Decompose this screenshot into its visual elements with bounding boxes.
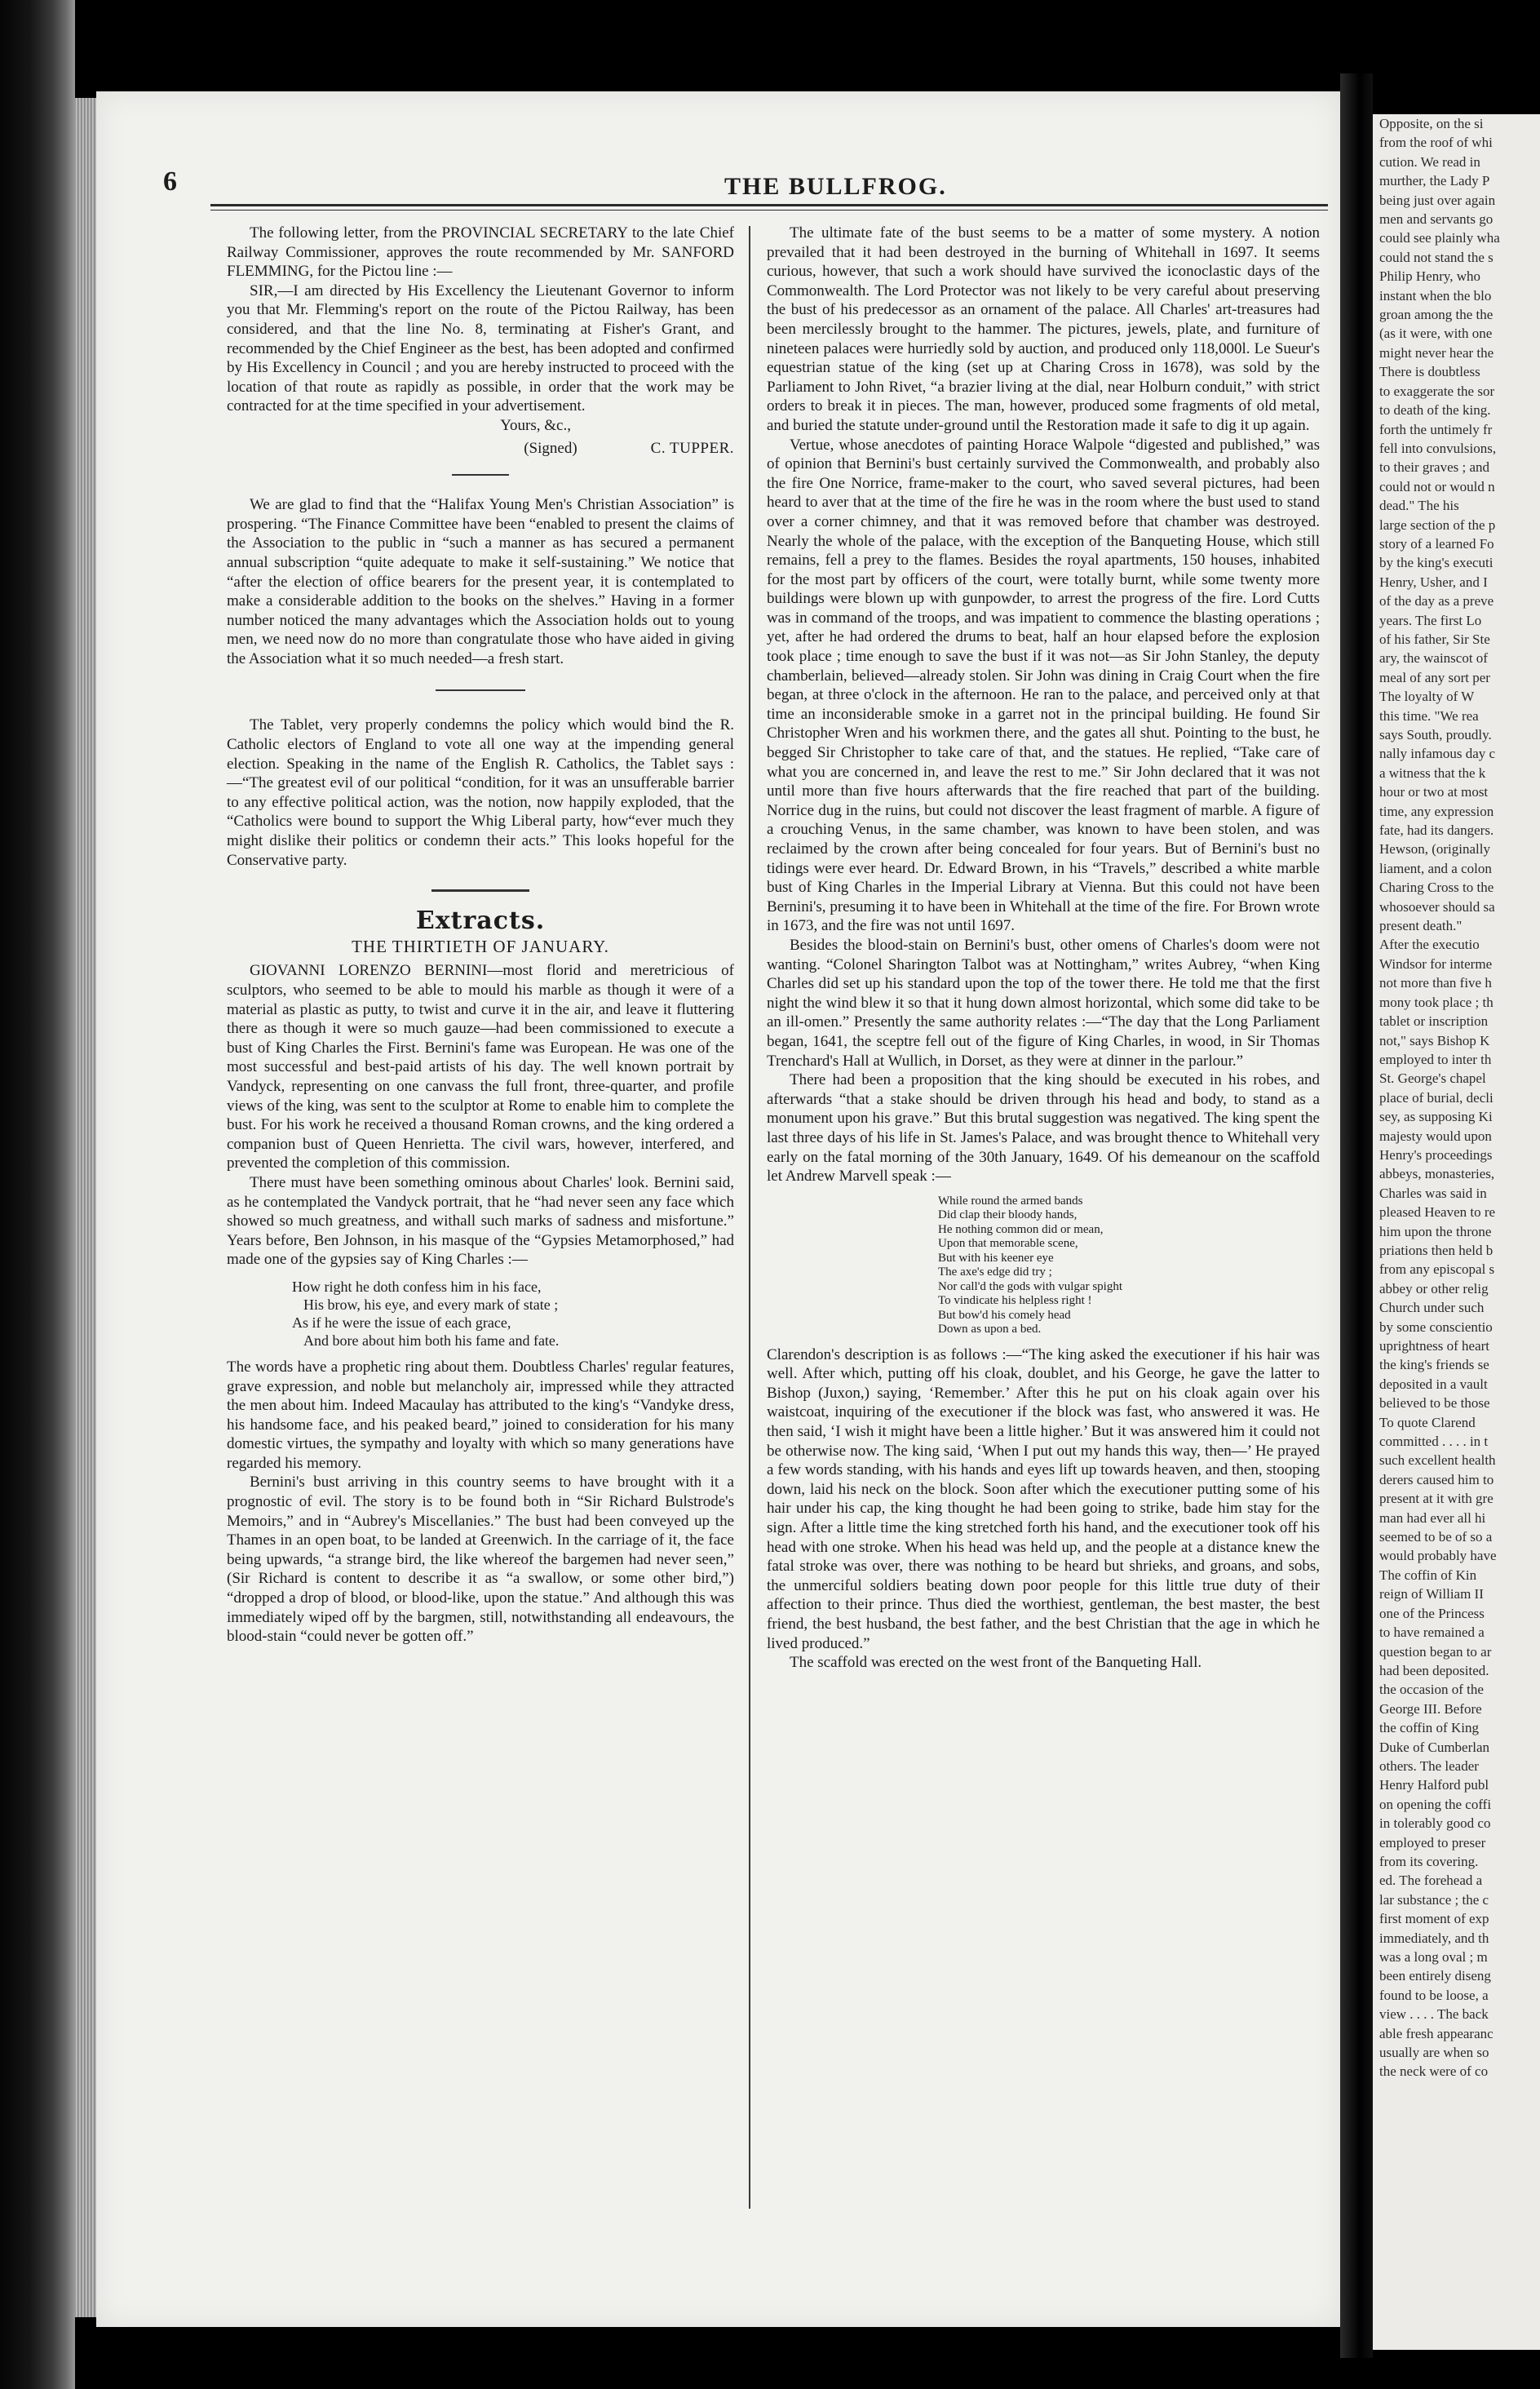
next-page-line: The coffin of Kin — [1379, 1567, 1477, 1583]
next-page-line: Henry's proceedings — [1379, 1146, 1493, 1163]
next-page-line: might never hear the — [1379, 344, 1494, 361]
next-page-line: to exaggerate the sor — [1379, 383, 1495, 399]
next-page-line: George III. Before — [1379, 1700, 1482, 1717]
next-page-line: of his father, Sir Ste — [1379, 631, 1490, 647]
next-page-line: cution. We read in — [1379, 153, 1480, 170]
next-page-line: question began to ar — [1379, 1643, 1492, 1660]
next-page-line: being just over again — [1379, 192, 1496, 208]
verse-line: As if he were the issue of each grace, — [292, 1314, 511, 1331]
verse-line: The axe's edge did try ; — [938, 1265, 1052, 1279]
next-page-line: priations then held b — [1379, 1242, 1494, 1258]
bernini-paragraph: GIOVANNI LORENZO BERNINI—most florid and meretricious of sculptors, who seemed to be able to mould his marble as though it were of a material as plastic as putty, to twist and curve it in the air, and leave it fluttering there as though it were so much gauze—had been commissioned to execute a bust of King Charles the First. Bernini's fame was European. He was one of the most successful and best-paid artists of his day. The well known portrait by Vandyck, representing on one canvass the full front, three-quarter, and profile views of the king, was sent to the sculptor at Rome to enable him to complete the bust. For his work he received a thousand Roman crowns, and the king ordered a companion bust of Queen Henrietta. The civil wars, however, interfered, and prevented the completion of this commission. — [227, 962, 734, 1172]
next-page-line: by some conscientio — [1379, 1319, 1493, 1335]
next-page-line: derers caused him to — [1379, 1471, 1494, 1487]
next-page-line: ed. The forehead a — [1379, 1873, 1483, 1889]
vertue-paragraph: Vertue, whose anecdotes of painting Horace Walpole “digested and published,” was of opinion that Bernini's bust certainly survived the Commonwealth, and probably also the fire One Norrice, frame-maker to the court, who saved several pictures, had been heard to aver that at the time of the fire he was in the room where the bust used to stand over a corner chimney, and that it was removed before that chamber was destroyed. Nearly the whole of the palace, with the exception of the Banqueting House, which still remains, fell a prey to the flames. Besides the royal apartments, 150 houses, inhabited for the most part by officers of the court, were totally burnt, while some twenty more buildings were blown up with gunpowder, to arrest the progress of the fire. Lord Cutts was in command of the troops, and was impatient to commence the blasting operations ; yet, after he had ordered the drums to beat, half an hour elapsed before the explosion took place ; time enough to save the bust if it was not—as Sir John Stanley, the deputy chamberlain, believed—already stolen. Sir John was dining in Craig Court when the fire began, at three o'clock in the afternoon. He ran to the palace, and perceived only at that time an inconsiderable smoke in a garret not in the principal building. He found Sir Christopher Wren and his workmen there, and the gates all shut. Pointing to the bust, he begged Sir Christopher to take care of that, and the statues. He replied, “Take care of what you are concerned in, and leave the rest to me.” Sir John declared that it was not until more than five hours afterwards that the fire reached that part of the building. Norrice dug in the ruins, but could not discover the least fragment of marble. A figure of a crouching Venus, in the same chamber, was known to have been stolen, and was reclaimed by the crown after being concealed for four years. But of Bernini's bust no tidings were ever heard. Dr. Edward Brown, in his “Travels,” described a white marble bust of King Charles in the Imperial Library at Vienna. But this could not have been Bernini's, presuming it to have been in Whitehall at the time of the fire. For Brown wrote in 1673, and the fire was not until 1697. — [767, 436, 1320, 935]
tupper-letter: SIR,—I am directed by His Excellency the Lieutenant Governor to inform you that Mr. Flemming's report on the route of the Pictou Railway, has been considered, and that the line No. 8, terminating at Fisher's Grant, and recommended by the Chief Engineer as the best, has been adopted and confirmed by His Excellency in Council ; and you are hereby instructed to proceed with the location of that route as rapidly as possible, in order that the work may be contracted for at the time specified in your advertisement. — [227, 281, 734, 415]
next-page-line: The loyalty of W — [1379, 689, 1475, 705]
verse-line: Nor call'd the gods with vulgar spight — [938, 1279, 1123, 1293]
next-page-line: usually are when so — [1379, 2045, 1489, 2061]
next-page-line: instant when the blo — [1379, 287, 1492, 304]
next-page-line: tablet or inscription — [1379, 1013, 1489, 1030]
article-subheading: THE THIRTIETH OF JANUARY. — [352, 936, 609, 956]
next-page-line: employed to inter th — [1379, 1051, 1492, 1067]
column-divider — [749, 226, 750, 2209]
next-page-line: St. George's chapel — [1379, 1070, 1486, 1087]
next-page-line: Henry, Usher, and I — [1379, 574, 1488, 590]
verse-line: How right he doth confess him in his face, — [292, 1278, 542, 1295]
next-page-line: reign of William II — [1379, 1586, 1484, 1602]
next-page-line: Hewson, (originally — [1379, 841, 1490, 858]
next-page-line: hour or two at most — [1379, 784, 1489, 800]
next-page-line: fell into convulsions, — [1379, 440, 1497, 456]
ymca-paragraph: We are glad to find that the “Halifax Young Men's Christian Association” is prospering. “The Finance Committee have been “enabled to present the claims of the Association to the public in “such a manner as has secured a permanent annual subscription “quite adequate to make it self-sustaining.” We notice that “after the election of office bearers for the present year, it is contemplated to make a considerable addition to the books on the shelves.” Having in a former number noticed the many advantages which the Association holds out to young men, we need now do no more than congratulate those who have aided in giving the Association what it so much needed—a fresh start. — [227, 496, 734, 667]
verse-line: But with his keener eye — [938, 1251, 1054, 1265]
marvell-verse — [938, 1194, 1320, 1337]
proposition-paragraph: There had been a proposition that the king should be executed in his robes, and afterwards “that a stake should be driven through his head and body, to stand as a monument upon his grave.” But this brutal suggestion was negatived. The king spent the last three days of his life in St. James's Palace, and was brought thence to Whitehall very early on the fatal morning of the 30th January, 1649. Of his demeanour on the scaffold let Andrew Marvell speak :— — [767, 1071, 1320, 1186]
next-page-line: majesty would upon — [1379, 1128, 1492, 1144]
next-page-line: place of burial, decli — [1379, 1089, 1494, 1106]
tablet-paragraph: The Tablet, very properly condemns the policy which would bind the R. Catholic electors of England to vote all one way at the impending general election. Speaking in the name of the English R. Catholics, the Tablet says :—“The greatest evil of our political “condition, for it was an unsufferable barrier to any effective political action, was the notion, now happily exploded, that the “Catholics were bound to support the Whig Liberal party, how“ever much they might dislike their politics or condemn their acts.” This looks hopeful for the Conservative party. — [227, 716, 734, 869]
next-page-line: forth the untimely fr — [1379, 421, 1493, 437]
verse-line: He nothing common did or mean, — [938, 1222, 1104, 1236]
next-page-line: time, any expression — [1379, 803, 1494, 819]
next-page-line: deposited in a vault — [1379, 1376, 1488, 1392]
next-page-line: Charing Cross to the — [1379, 880, 1494, 896]
newspaper-title: THE BULLFROG. — [724, 173, 947, 200]
next-page-line: abbeys, monasteries, — [1379, 1166, 1495, 1182]
next-page-line: Church under such — [1379, 1300, 1485, 1316]
letter-closing: Yours, &c., — [500, 416, 571, 434]
next-page-line: one of the Princess — [1379, 1605, 1485, 1621]
next-page-line: immediately, and th — [1379, 1930, 1489, 1946]
next-page-line: Windsor for interme — [1379, 955, 1493, 972]
next-page-line: not," says Bishop K — [1379, 1032, 1490, 1048]
next-page-line: dead." The his — [1379, 498, 1459, 514]
next-page-line: not more than five h — [1379, 975, 1492, 991]
next-page-line: uprightness of heart — [1379, 1338, 1490, 1354]
railway-intro: The following letter, from the PROVINCIAL SECRETARY to the late Chief Railway Commissioner, approves the route recommended by Mr. SANFORD FLEMMING, for the Pictou line :— — [227, 224, 734, 281]
verse-line: His brow, his eye, and every mark of state ; — [303, 1296, 559, 1313]
page-number: 6 — [163, 166, 177, 197]
section-divider — [431, 889, 529, 892]
next-page-line: to have remained a — [1379, 1624, 1485, 1641]
next-page-line: able fresh appearanc — [1379, 2025, 1494, 2041]
next-page-line: committed . . . . in t — [1379, 1434, 1489, 1450]
ominous-paragraph: There must have been something ominous about Charles' look. Bernini said, as he contemplated the Vandyck portrait, that he “had never seen any face which showed so much greatness, and withall such marks of sadness and misfortune.” Years before, Ben Johnson, in his masque of the “Gypsies Metamorphosed,” had made one of the gypsies say of King Charles :— — [227, 1173, 734, 1269]
next-page-line: the neck were of co — [1379, 2063, 1489, 2080]
clarendon-paragraph: Clarendon's description is as follows :—“The king asked the executioner if his hair was well. After which, putting off his cloak, doublet, and his George, he gave the latter to Bishop (Juxon,) saying, ‘Remember.’ After this he put on his cloak again over his waistcoat, inquiring of the executioner if the block was fast, who answered it was. He then said, ‘I wish it might have been a little higher.’ But it was answered him it could not be otherwise now. The king said, ‘When I put out my hands this way, then—’ He prayed a few words standing, with his hands and eyes lift up towards heaven, and then, stooping down, laid his neck on the block. Soon after which the executioner putting some of his hair under his cap, the king thought he had been going to strike, bade him stay for the sign. After a little time the king stretched forth his hand, and the executioner took off his head with one stroke. When his head was held up, and the people at a distance knew the fatal stroke was over, there was nothing to be heard but shrieks, and groans, and sobs, the unmerciful soldiers beating down poor people for this little true duty of their affection to their prince. Thus died the worthiest, gentleman, the best master, the best friend, the best husband, the best father, and the best Christian that the age in which he lived produced.” — [767, 1345, 1320, 1652]
next-page-line: There is doubtless — [1379, 364, 1480, 380]
next-page-line: says South, proudly. — [1379, 727, 1492, 742]
next-page-line: view . . . . The back — [1379, 2006, 1489, 2023]
next-page-line: the occasion of the — [1379, 1682, 1484, 1698]
omens-paragraph: Besides the blood-stain on Bernini's bust, other omens of Charles's doom were not wanting. “Colonel Sharington Talbot was at Nottingham,” writes Aubrey, “when King Charles did set up his standard upon the top of the tower there. He told me that the first night the wind blew it so that it hung down almost horizontal, which some did take to be an ill-omen.” Presently the same authority relates :—“The day that the Long Parliament began, 1641, the sceptre fell out of the figure of King Charles, in wood, in Sir Thomas Trenchard's Hall at Wullich, in Dorset, as they were at dinner in the parlour.” — [767, 936, 1320, 1070]
next-page-line: had been deposited. — [1379, 1662, 1489, 1678]
page-edges — [75, 98, 98, 2317]
prophetic-paragraph: The words have a prophetic ring about them. Doubtless Charles' regular features, grave expression, and noble but melancholy air, impressed while they attracted the men about him. Indeed Macaulay has attributed to the king's “Vandyke dress, his handsome face, and his peaked beard,” joined to consideration for his many domestic virtues, the sympathy and loyalty with which so many generations have regarded his memory. — [227, 1358, 734, 1472]
next-page-line: (as it were, with one — [1379, 326, 1493, 342]
next-page-line: Opposite, on the si — [1379, 116, 1484, 131]
next-page-line: from any episcopal s — [1379, 1261, 1495, 1278]
verse-line: Upon that memorable scene, — [938, 1237, 1078, 1251]
signer-name: C. TUPPER. — [650, 439, 734, 457]
next-page-line: could not stand the s — [1379, 249, 1494, 265]
next-page-line: fate, had its dangers. — [1379, 822, 1494, 839]
next-page-line: of the day as a preve — [1379, 593, 1494, 609]
verse-line: While round the armed bands — [938, 1194, 1083, 1208]
bust-fate-paragraph: The ultimate fate of the bust seems to be a matter of some mystery. A notion prevailed that it had been destroyed in the burning of Whitehall in 1697. It seems curious, however, that such a work should have survived the iconoclastic days of the Commonwealth. The Lord Protector was not likely to be very careful about preserving the bust of his predecessor as an ornament of the palace. All Charles' art-treasures had been mercilessly brought to the hammer. The pictures, jewels, plate, and furniture of nineteen palaces were hurriedly sold by auction, and produced only 118,000l. Le Sueur's equestrian statue of the king (set up at Charing Cross in 1678), was sold by the Parliament to John Rivet, “a brazier living at the dial, near Holburn conduit,” with strict orders to break it in pieces. The man, however, produced some fragments of old metal, and buried the statute under-ground until the Restoration made it safe to dig it up again. — [767, 224, 1320, 434]
header-rule — [210, 204, 1328, 206]
verse-line: To vindicate his helpless right ! — [938, 1294, 1092, 1308]
next-page-line: lar substance ; the c — [1379, 1891, 1489, 1908]
next-page-line: employed to preser — [1379, 1834, 1486, 1850]
next-page-line: story of a learned Fo — [1379, 535, 1494, 552]
verse-line: But bow'd his comely head — [938, 1308, 1071, 1322]
letter-signature — [227, 439, 734, 459]
next-page-line: groan among the the — [1379, 307, 1494, 323]
next-page-line: him upon the throne — [1379, 1223, 1492, 1239]
next-page-line: years. The first Lo — [1379, 612, 1482, 628]
next-page-line: Henry Halford publ — [1379, 1777, 1489, 1793]
next-page-line: whosoever should sa — [1379, 898, 1495, 915]
next-page-fragment — [1373, 114, 1540, 2350]
section-divider — [452, 474, 509, 476]
verse-line: Down as upon a bed. — [938, 1323, 1042, 1336]
next-page-line: was a long oval ; m — [1379, 1949, 1488, 1965]
signed-label: (Signed) — [524, 439, 578, 457]
next-page-line: murther, the Lady P — [1379, 173, 1490, 189]
next-page-line: by the king's executi — [1379, 555, 1494, 571]
page-6 — [96, 91, 1340, 2327]
next-page-line: this time. "We rea — [1379, 707, 1479, 724]
next-page-line: would probably have — [1379, 1548, 1497, 1564]
next-page-line: the king's friends se — [1379, 1357, 1489, 1373]
next-page-line: pleased Heaven to re — [1379, 1204, 1496, 1221]
right-column — [767, 224, 1320, 1673]
header-rule-thin — [210, 210, 1328, 211]
next-page-line: seemed to be of so a — [1379, 1529, 1493, 1545]
next-page-line: believed to be those — [1379, 1395, 1490, 1412]
next-page-line: in tolerably good co — [1379, 1815, 1491, 1832]
next-page-line: After the executio — [1379, 937, 1480, 953]
next-page-line: men and servants go — [1379, 211, 1494, 228]
next-page-line: liament, and a colon — [1379, 860, 1492, 876]
next-page-line: large section of the p — [1379, 516, 1496, 533]
next-page-line: from the roof of whi — [1379, 135, 1493, 151]
next-page-line: Duke of Cumberlan — [1379, 1739, 1490, 1755]
next-page-line: Philip Henry, who — [1379, 268, 1481, 285]
next-page-line: the coffin of King — [1379, 1720, 1479, 1736]
next-page-line: present death." — [1379, 918, 1463, 934]
next-page-line: mony took place ; th — [1379, 994, 1494, 1010]
next-page-line: first moment of exp — [1379, 1911, 1489, 1927]
next-page-line: from its covering. — [1379, 1853, 1479, 1869]
next-page-line: nally infamous day c — [1379, 746, 1496, 762]
next-page-line: could not or would n — [1379, 478, 1495, 494]
page-gutter — [1340, 73, 1373, 2358]
next-page-line: others. The leader — [1379, 1757, 1479, 1774]
page-header — [145, 157, 1320, 206]
next-page-line: meal of any sort per — [1379, 669, 1490, 685]
bust-arrival-paragraph: Bernini's bust arriving in this country seems to have brought with it a prognostic of evil. The story is to be found both in “Sir Richard Bulstrode's Memoirs,” and in “Aubrey's Miscellanies.” The bust had been conveyed up the Thames in an open boat, to be landed at Greenwich. In the carriage of it, the face being upwards, “a strange bird, the like whereof the bargemen had never seen,” (Sir Richard is content to describe it as “a swallow, or some other bird,”) “dropped a drop of blood, or blood-like, upon the statue.” And although this was immediately wiped off by the bargmen, still, notwithstanding all endeavours, the blood-stain “could never be gotten off.” — [227, 1474, 734, 1646]
verse-line: Did clap their bloody hands, — [938, 1208, 1078, 1222]
next-page-line: man had ever all hi — [1379, 1509, 1486, 1526]
next-page-line: found to be loose, a — [1379, 1987, 1489, 2003]
next-page-line: a witness that the k — [1379, 765, 1486, 781]
next-page-line: sey, as supposing Ki — [1379, 1109, 1493, 1125]
next-page-line: ary, the wainscot of — [1379, 650, 1488, 667]
next-page-line: abbey or other relig — [1379, 1280, 1489, 1296]
next-page-line: to their graves ; and — [1379, 459, 1490, 476]
next-page-line: to death of the king. — [1379, 402, 1491, 419]
extracts-heading: Extracts. — [415, 906, 546, 936]
jonson-verse — [292, 1278, 734, 1350]
next-page-line: present at it with gre — [1379, 1491, 1494, 1507]
verse-line: And bore about him both his fame and fate. — [303, 1332, 560, 1349]
book-binding — [0, 0, 75, 2389]
next-page-line: such excellent health — [1379, 1452, 1496, 1469]
scaffold-paragraph: The scaffold was erected on the west front of the Banqueting Hall. — [790, 1654, 1202, 1672]
left-column — [227, 224, 734, 1647]
next-page-line: To quote Clarend — [1379, 1414, 1476, 1430]
next-page-line: been entirely diseng — [1379, 1968, 1491, 1984]
next-page-line: could see plainly wha — [1379, 230, 1500, 246]
next-page-line: on opening the coffi — [1379, 1796, 1492, 1812]
next-page-line: Charles was said in — [1379, 1185, 1487, 1201]
section-divider — [436, 689, 525, 691]
